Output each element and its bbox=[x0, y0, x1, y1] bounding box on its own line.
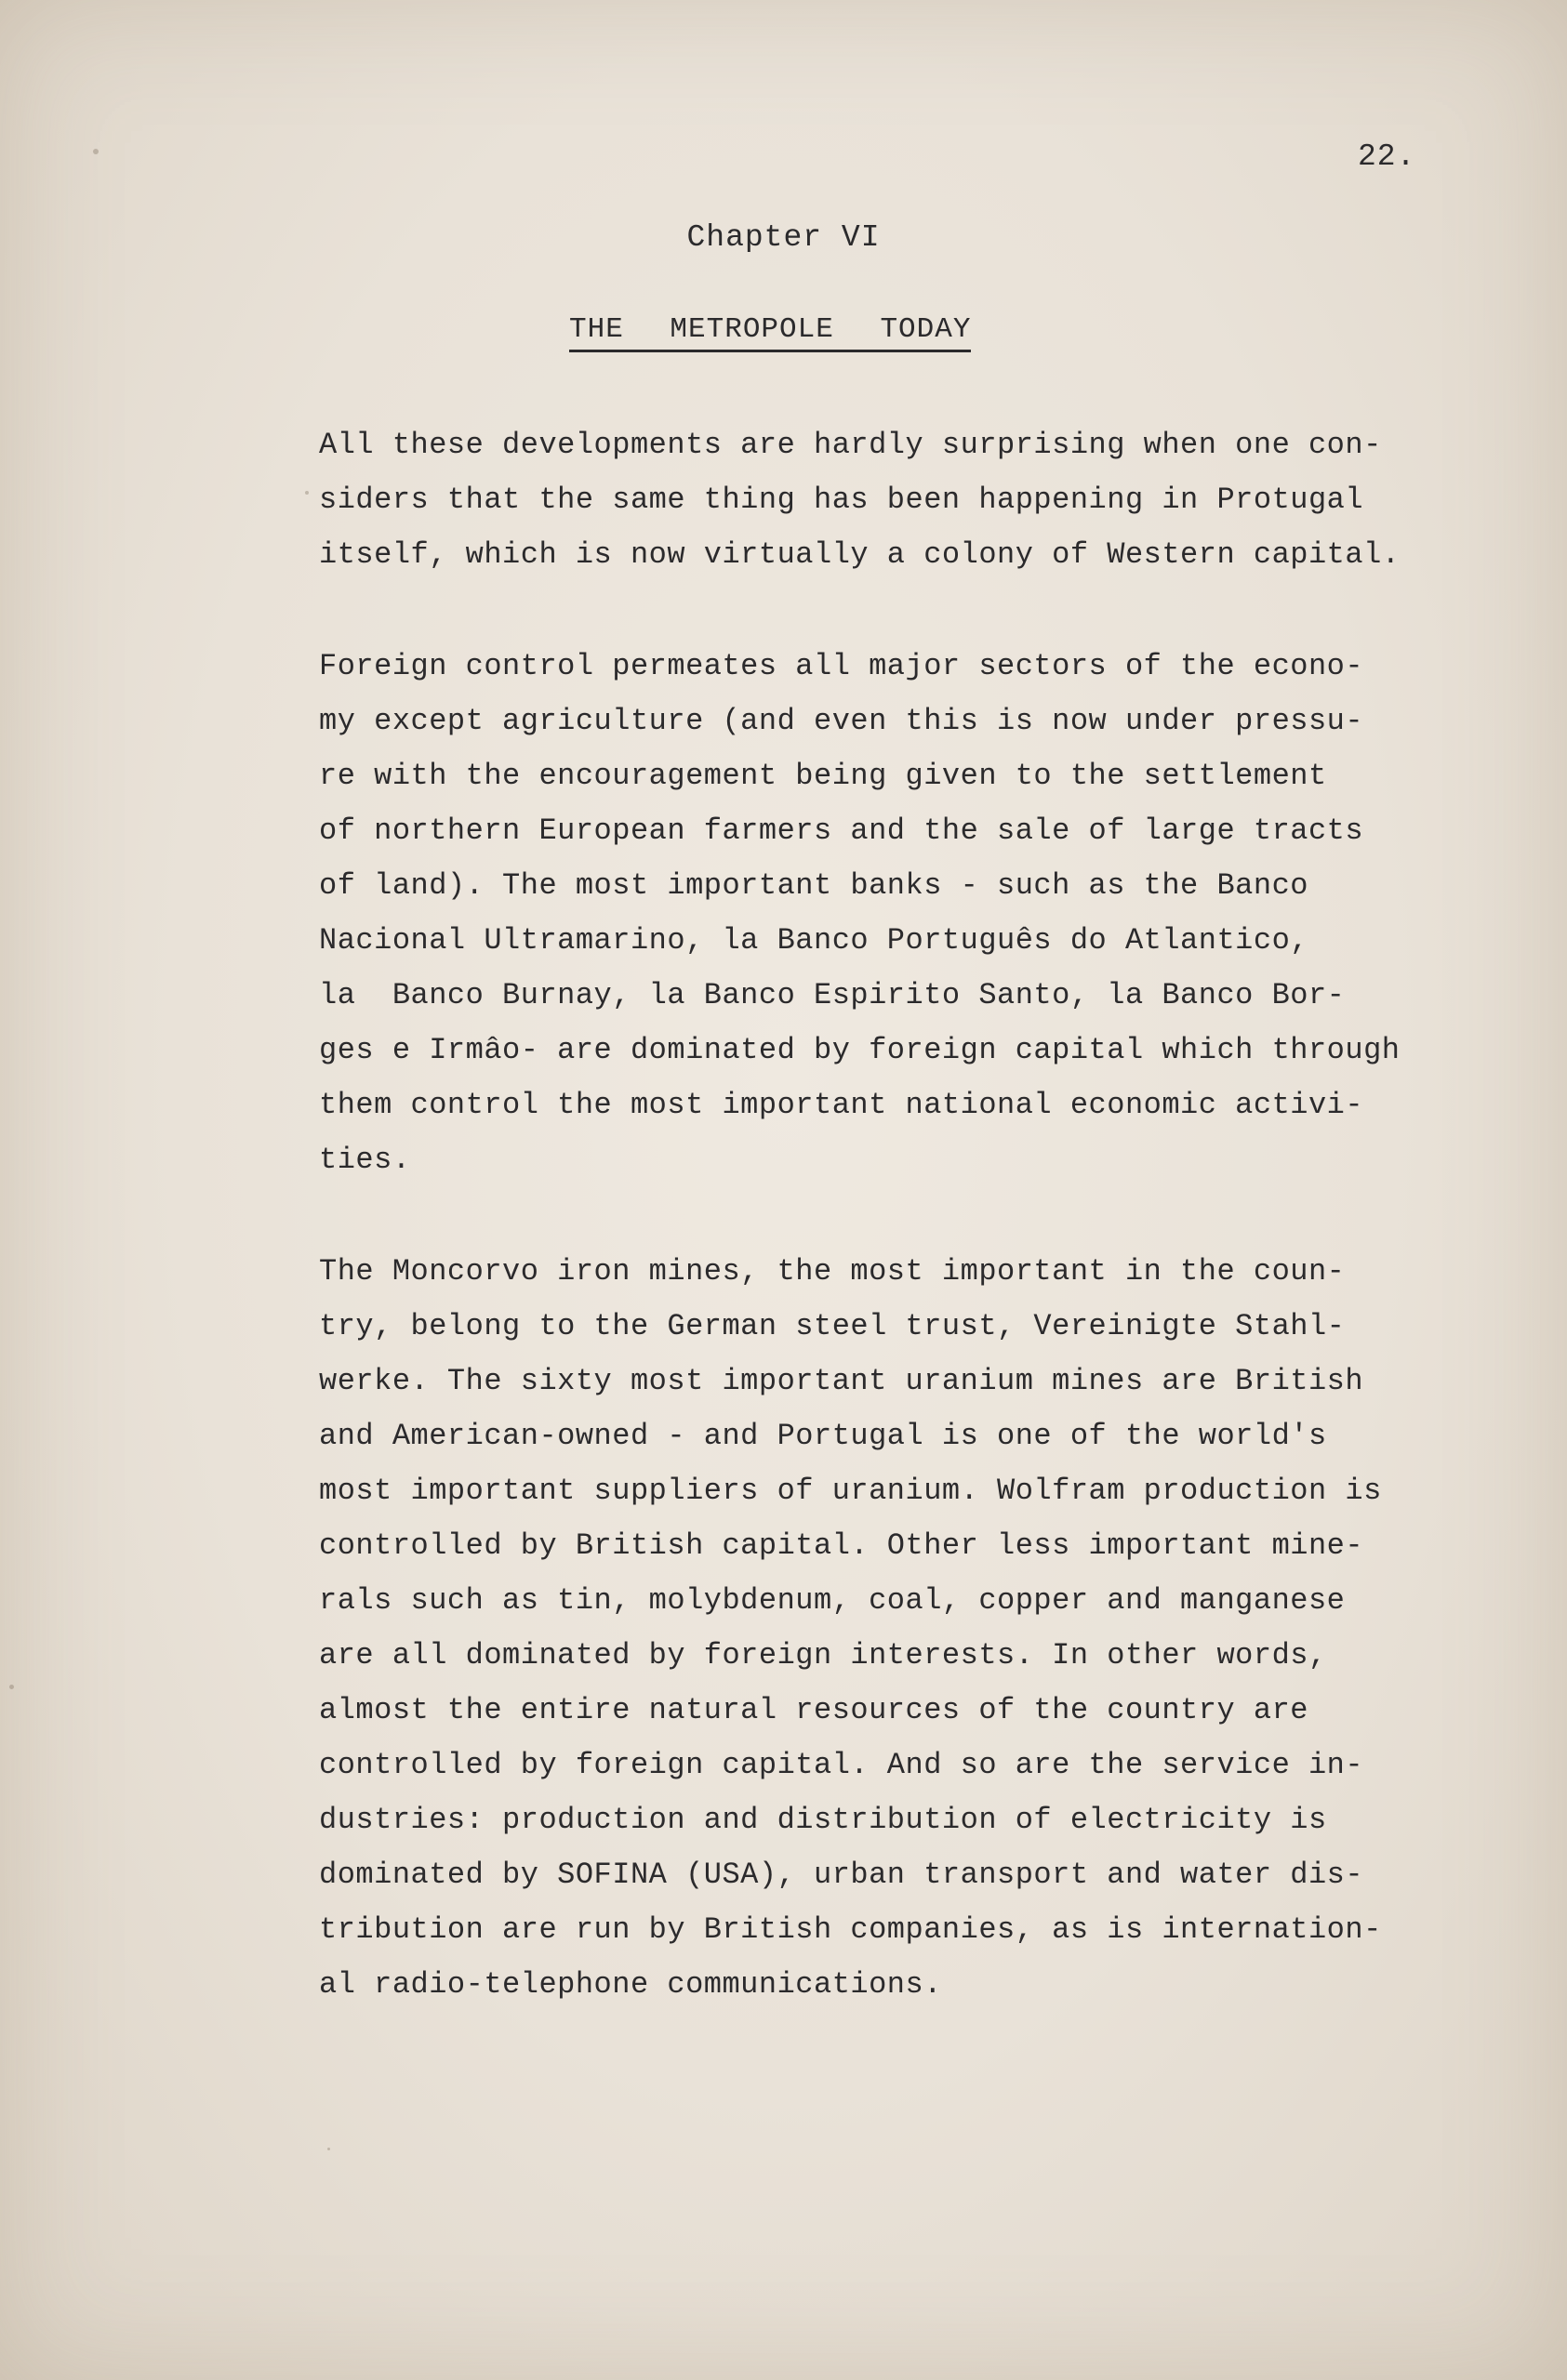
paper-speck bbox=[327, 2148, 330, 2150]
text-line: almost the entire natural resources of the country are bbox=[319, 1693, 1308, 1727]
text-line: All these developments are hardly surprising when one con- bbox=[319, 428, 1382, 462]
text-line: of land). The most important banks - such as the Banco bbox=[319, 868, 1308, 903]
text-line: dominated by SOFINA (USA), urban transport and water dis- bbox=[319, 1858, 1364, 1892]
text-line: my except agriculture (and even this is now under pressu- bbox=[319, 704, 1364, 738]
text-line: them control the most important national economic activi- bbox=[319, 1088, 1364, 1122]
text-line: ties. bbox=[319, 1143, 411, 1177]
text-line: dustries: production and distribution of electricity is bbox=[319, 1803, 1327, 1837]
paragraph-1 bbox=[319, 417, 1472, 582]
paragraph-3 bbox=[319, 1244, 1472, 2012]
text-line: of northern European farmers and the sale of large tracts bbox=[319, 813, 1364, 848]
text-line: tribution are run by British companies, as is internation- bbox=[319, 1912, 1382, 1947]
text-line: ges e Irmâo- are dominated by foreign capital which through bbox=[319, 1033, 1401, 1067]
text-line: siders that the same thing has been happening in Protugal bbox=[319, 483, 1364, 517]
paragraph-2 bbox=[319, 639, 1472, 1187]
text-line: Foreign control permeates all major sectors of the econo- bbox=[319, 649, 1364, 683]
text-line: are all dominated by foreign interests. In other words, bbox=[319, 1638, 1327, 1673]
text-line: most important suppliers of uranium. Wolfram production is bbox=[319, 1474, 1382, 1508]
text-line: rals such as tin, molybdenum, coal, copper and manganese bbox=[319, 1583, 1346, 1618]
page-number: 22. bbox=[1358, 139, 1416, 174]
text-line: re with the encouragement being given to the settlement bbox=[319, 759, 1327, 793]
text-line: controlled by British capital. Other less important mine- bbox=[319, 1528, 1364, 1563]
paper-speck bbox=[93, 149, 99, 154]
text-line: Nacional Ultramarino, la Banco Português do Atlantico, bbox=[319, 923, 1308, 958]
text-line: and American-owned - and Portugal is one of the world's bbox=[319, 1419, 1327, 1453]
text-line: itself, which is now virtually a colony of Western capital. bbox=[319, 537, 1401, 572]
chapter-title: THE METROPOLE TODAY bbox=[569, 313, 971, 352]
text-line: la Banco Burnay, la Banco Espirito Santo, la Banco Bor- bbox=[319, 978, 1346, 1012]
paper-speck bbox=[305, 491, 309, 495]
text-line: controlled by foreign capital. And so are the service in- bbox=[319, 1748, 1364, 1782]
chapter-label: Chapter VI bbox=[686, 220, 881, 255]
text-line: The Moncorvo iron mines, the most important in the coun- bbox=[319, 1254, 1346, 1289]
paper-speck bbox=[9, 1685, 14, 1689]
text-line: werke. The sixty most important uranium mines are British bbox=[319, 1364, 1364, 1398]
text-line: al radio-telephone communications. bbox=[319, 1967, 942, 2002]
text-line: try, belong to the German steel trust, Vereinigte Stahl- bbox=[319, 1309, 1346, 1343]
